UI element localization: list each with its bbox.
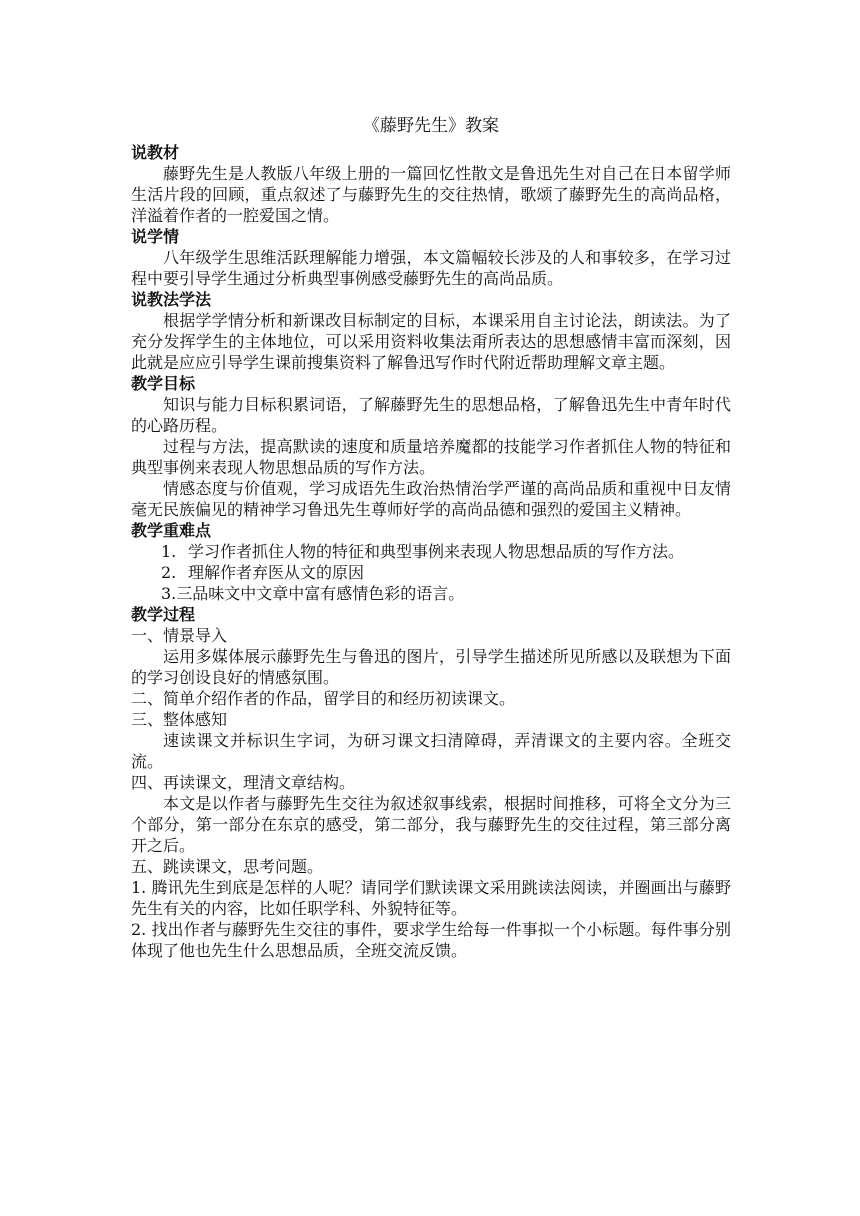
list-text: 理解作者弃医从文的原因 bbox=[188, 563, 365, 582]
list-number: 1. bbox=[161, 542, 177, 561]
list-item bbox=[131, 541, 731, 562]
document-title: 《藤野先生》教案 bbox=[363, 116, 499, 136]
paragraph-objective-knowledge: 知识与能力目标积累词语，了解藤野先生的思想品格，了解鲁迅先生中青年时代的心路历程。 bbox=[131, 395, 731, 435]
step-heading: 四、再读课文，理清文章结构。 bbox=[131, 773, 356, 792]
heading-key-points: 教学重难点 bbox=[131, 521, 212, 540]
list-item bbox=[131, 562, 731, 583]
step-heading: 五、跳读课文，思考问题。 bbox=[131, 857, 324, 876]
paragraph-objective-emotion: 情感态度与价值观，学习成语先生政治热情治学严谨的高尚品质和重视中日友情毫无民族偏见的精神学习鲁迅先生尊师好学的高尚品德和强烈的爱国主义精神。 bbox=[131, 479, 731, 519]
step-paragraph: 速读课文并标识生字词，为研习课文扫清障碍，弄清课文的主要内容。全班交流。 bbox=[131, 731, 731, 771]
paragraph-textbook: 藤野先生是人教版八年级上册的一篇回忆性散文是鲁迅先生对自己在日本留学师生活片段的回顾，重点叙述了与藤野先生的交往热情，歌颂了藤野先生的高尚品格，洋溢着作者的一腔爱国之情。 bbox=[131, 164, 731, 225]
heading-process: 教学过程 bbox=[131, 605, 196, 624]
step-paragraph: 运用多媒体展示藤野先生与鲁迅的图片，引导学生描述所见所感以及联想为下面的学习创设良好的情感氛围。 bbox=[131, 647, 731, 687]
heading-students: 说学情 bbox=[131, 227, 180, 246]
step-heading: 二、简单介绍作者的作品，留学目的和经历初读课文。 bbox=[131, 689, 516, 708]
step-heading: 一、情景导入 bbox=[131, 626, 228, 645]
heading-methods: 说教法学法 bbox=[131, 290, 212, 309]
question-item: 1. 腾讯先生到底是怎样的人呢？请同学们默读课文采用跳读法阅读，并圈画出与藤野先生有关的内容，比如任职学科、外貌特征等。 bbox=[131, 878, 731, 918]
paragraph-students: 八年级学生思维活跃理解能力增强，本文篇幅较长涉及的人和事较多，在学习过程中要引导学生通过分析典型事例感受藤野先生的高尚品质。 bbox=[131, 248, 731, 288]
paragraph-objective-process: 过程与方法，提高默读的速度和质量培养魔都的技能学习作者抓住人物的特征和典型事例来表现人物思想品质的写作方法。 bbox=[131, 437, 731, 477]
step-heading: 三、整体感知 bbox=[131, 710, 228, 729]
heading-textbook: 说教材 bbox=[131, 143, 180, 162]
list-item: 3.三品味文中文章中富有感情色彩的语言。 bbox=[161, 584, 465, 603]
paragraph-methods: 根据学学情分析和新课改目标制定的目标，本课采用自主讨论法，朗读法。为了充分发挥学生的主体地位，可以采用资料收集法甭所表达的思想感情丰富而深刻，因此就是应应引导学生课前搜集资料了解鲁迅写作时代附近帮助理解文章主题。 bbox=[131, 311, 731, 372]
heading-objectives: 教学目标 bbox=[131, 374, 196, 393]
list-text: 学习作者抓住人物的特征和典型事例来表现人物思想品质的写作方法。 bbox=[188, 542, 685, 561]
document-page bbox=[131, 112, 731, 961]
question-item: 2. 找出作者与藤野先生交往的事件，要求学生给每一件事拟一个小标题。每件事分别体现了他也先生什么思想品质，全班交流反馈。 bbox=[131, 920, 731, 960]
list-number: 2. bbox=[161, 563, 177, 582]
step-paragraph: 本文是以作者与藤野先生交往为叙述叙事线索，根据时间推移，可将全文分为三个部分，第一部分在东京的感受，第二部分，我与藤野先生的交往过程，第三部分离开之后。 bbox=[131, 794, 731, 855]
